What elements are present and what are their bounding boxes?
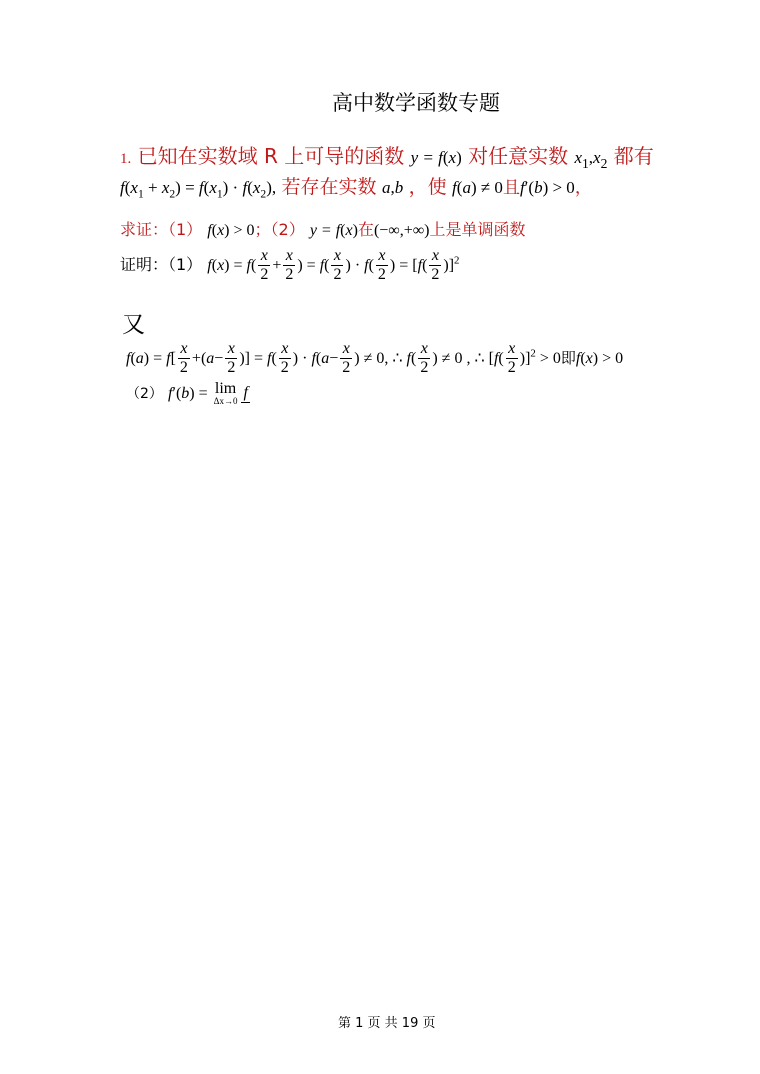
proof-line-3: （2） f′(b) = lim Δx→0 f — [126, 380, 248, 406]
problem-1-text-b: 对任意实数 — [468, 144, 569, 168]
problem-1-number: 1. — [120, 151, 132, 167]
problem-1-line-2: $f(x_1 + x_2) = f(x_1) \cdot f(x_2)$, 若存在实数 a,b ，使 f(a) ≠ 0且f′(b) > 0， — [120, 176, 592, 201]
problem-1-line-1: 1. 已知在实数域 R 上可导的函数 y = f(x) 对任意实数 $x_1,x_2$ 都有 — [120, 144, 654, 171]
you-label: 又 — [122, 312, 145, 338]
problem-1-text-c: 都有 — [613, 144, 654, 168]
page-title: 高中数学函数专题 — [332, 91, 500, 115]
footer: 第 1 页 共 19 页 — [338, 1016, 436, 1031]
proof-line-1: 证明：（1） f(x) = f( $\frac{x}{2}$ + $\frac{x}{2}$ ) = f( $\frac{x}{2}$ ) · f( $\frac{x}{2}$ ) = [f( $\frac{x}{2}$ )]$^2$ — [120, 247, 460, 283]
problem-1-text-a: 已知在实数域 R 上可导的函数 — [137, 144, 405, 168]
problem-1-goal: 求证：（1） f(x) > 0；（2） y = f(x)在(−∞,+∞)上是单调函数 — [120, 220, 526, 239]
proof-line-2: f(a) = f[ $\frac{x}{2}$ +(a− $\frac{x}{2}$ )] = f( $\frac{x}{2}$ ) · f(a− $\frac{x}{2}$ ) ≠ 0, ∴ f( $\frac{x}{2}$ ) ≠ 0 , ∴ [f( $\frac{x}{2}$ )]$^2$ > 0即f(x) > 0 — [126, 340, 624, 376]
